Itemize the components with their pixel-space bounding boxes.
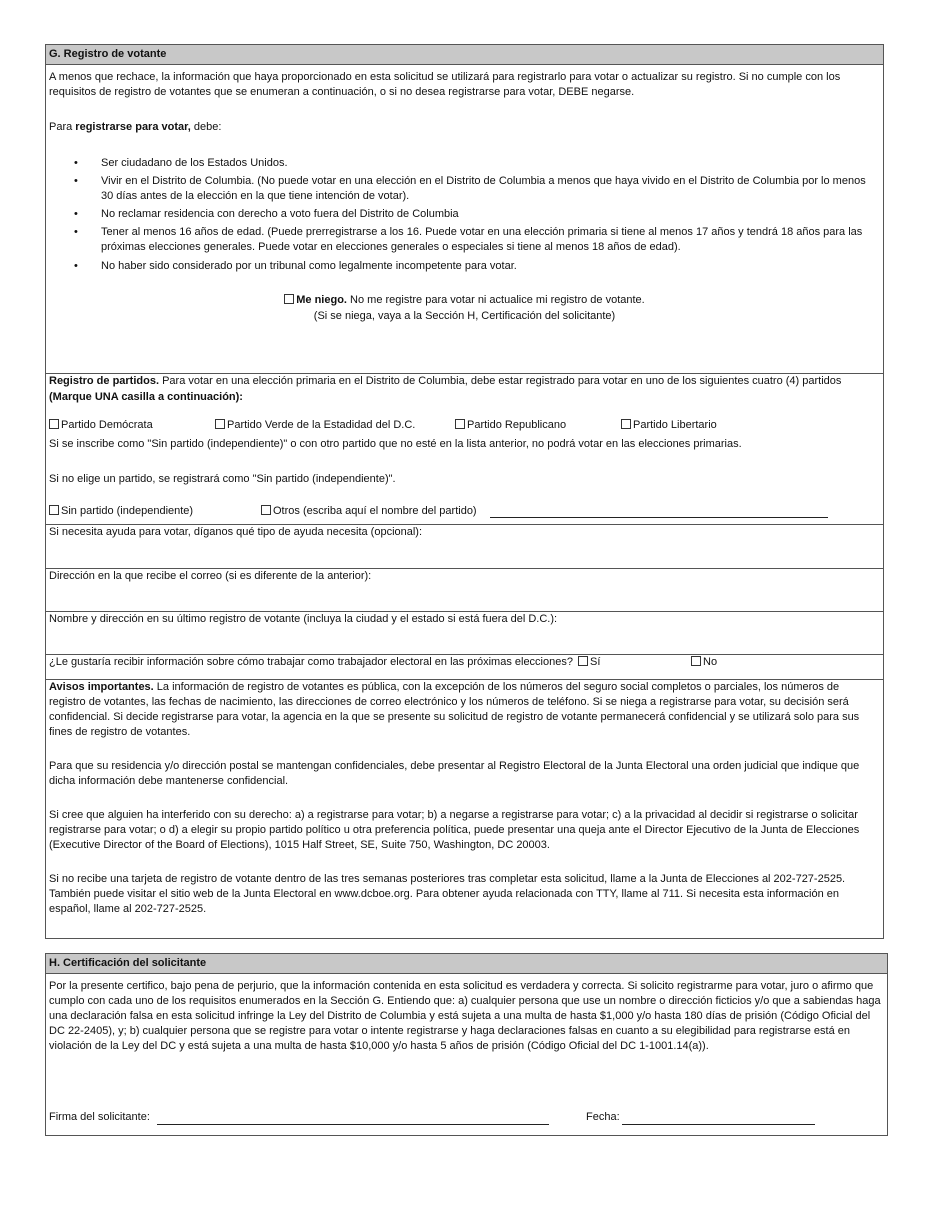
party-checkbox[interactable] xyxy=(261,505,271,515)
last-registration-label: Nombre y dirección en su último registro de votante (incluya la ciudad y el estado si está fuera del D.C.): xyxy=(49,613,558,625)
section-h xyxy=(45,953,888,1136)
party-option-libertarian[interactable]: Partido Libertario xyxy=(621,418,717,433)
party-option-republican[interactable]: Partido Republicano xyxy=(455,418,566,433)
party-option-independent[interactable]: Sin partido (independiente) xyxy=(49,504,193,519)
party-option-democrat[interactable]: Partido Demócrata xyxy=(49,418,153,433)
party-instruction: (Marque UNA casilla a continuación): xyxy=(49,391,243,403)
section-g xyxy=(45,44,884,939)
poll-worker-no-checkbox[interactable] xyxy=(691,656,701,666)
assistance-label: Si necesita ayuda para votar, díganos qué tipo de ayuda necesita (opcional): xyxy=(49,526,423,538)
default-party-note: Si no elige un partido, se registrará como "Sin partido (independiente)". xyxy=(49,473,396,485)
decline-checkbox[interactable] xyxy=(284,294,294,304)
party-checkbox[interactable] xyxy=(49,505,59,515)
bullet-icon: • xyxy=(74,208,78,220)
requirement-item: Tener al menos 16 años de edad. (Puede prerregistrarse a los 16. Puede votar en una elección primaria si tiene al menos 17 años y tendrá 18 años para las próximas elecciones generales. Puede votar en elecciones generales o especiales si tiene al menos 18 años de edad). xyxy=(101,226,863,253)
party-checkbox[interactable] xyxy=(215,419,225,429)
confidentiality-notice: Para que su residencia y/o dirección postal se mantengan confidenciales, debe presentar al Registro Electoral de la Junta Electoral una orden judicial que indique que dicha información debe mantenerse confidencial. xyxy=(49,760,860,787)
bullet-icon: • xyxy=(74,226,78,238)
voter-intro: A menos que rechace, la información que haya proporcionado en esta solicitud se utilizará para registrarlo para votar o actualizar su registro. Si no cumple con los requisitos de registro de votantes que se enumeran a continuación, o si no desea registrarse para votar, DEBE negarse. xyxy=(49,71,841,98)
signature-label: Firma del solicitante: xyxy=(49,1111,150,1123)
party-checkbox[interactable] xyxy=(49,419,59,429)
party-registration-intro: Registro de partidos. Para votar en una elección primaria en el Distrito de Columbia, debe estar registrado para votar en uno de los siguientes cuatro (4) partidos xyxy=(49,375,842,387)
requirement-item: Vivir en el Distrito de Columbia. (No puede votar en una elección en el Distrito de Columbia a menos que haya vivido en el Distrito de Columbia por lo menos 30 días antes de la elección en la que tiene intención de votar). xyxy=(101,175,866,202)
section-g-title: G. Registro de votante xyxy=(46,45,883,65)
decline-option: Me niego. No me registre para votar ni actualice mi registro de votante. xyxy=(46,293,883,308)
poll-worker-no-option[interactable]: No xyxy=(691,655,717,670)
section-h-title: H. Certificación del solicitante xyxy=(46,954,887,974)
complaint-notice: Si cree que alguien ha interferido con su derecho: a) a registrarse para votar; b) a negarse a registrarse para votar; c) a la privacidad al decidir si registrarse o solicitar registrarse para votar; o d) a elegir su propio partido político u otra preferencia política, puede presentar una queja ante el Director Ejecutivo de la Junta de Elecciones (Executive Director of the Board of Elections), 1015 Half Street, SE, Suite 750, Washington, DC 20003. xyxy=(49,809,860,851)
requirement-item: No haber sido considerado por un tribunal como legalmente incompetente para votar. xyxy=(101,260,517,272)
other-party-input[interactable] xyxy=(490,517,828,518)
signature-field[interactable] xyxy=(157,1124,549,1125)
party-option-other[interactable]: Otros (escriba aquí el nombre del partido) xyxy=(261,504,477,519)
party-option-statehood-green[interactable]: Partido Verde de la Estadidad del D.C. xyxy=(215,418,415,433)
poll-worker-question: ¿Le gustaría recibir información sobre cómo trabajar como trabajador electoral en las próximas elecciones? Sí xyxy=(49,656,601,668)
requirements-lead: Para registrarse para votar, debe: xyxy=(49,121,222,133)
party-checkbox[interactable] xyxy=(621,419,631,429)
party-checkbox[interactable] xyxy=(455,419,465,429)
certification-text: Por la presente certifico, bajo pena de perjurio, que la información contenida en esta solicitud es verdadera y correcta. Si solicito registrarme para votar, juro o afirmo que cumplo con cada uno de los requisitos enumerados en la Sección G. Entiendo que: a) cualquier persona que use un nombre o dirección ficticios y/o que a sabiendas haga una declaración falsa en esta solicitud infringe la Ley del Distrito de Columbia y está sujeta a una multa de hasta $1,000 y/o hasta 180 días de prisión (Código Oficial del DC 22-2405), y; b) cualquier persona que se registre para votar o intente registrarse y haga declaraciones falsas en cuanto a su elegibilidad para registrarse está en violación de la Ley del DC y está sujeta a una multa de hasta $10,000 y/o hasta 5 años de prisión (Código Oficial del DC 1-1001.14(a)). xyxy=(49,980,881,1052)
bullet-icon: • xyxy=(74,157,78,169)
bullet-icon: • xyxy=(74,175,78,187)
date-label: Fecha: xyxy=(586,1111,620,1123)
decline-note: (Si se niega, vaya a la Sección H, Certificación del solicitante) xyxy=(313,310,616,322)
poll-worker-yes-checkbox[interactable] xyxy=(578,656,588,666)
date-field[interactable] xyxy=(622,1124,815,1125)
requirement-item: No reclamar residencia con derecho a voto fuera del Distrito de Columbia xyxy=(101,208,459,220)
no-party-note: Si se inscribe como "Sin partido (independiente)" o con otro partido que no esté en la lista anterior, no podrá votar en las elecciones primarias. xyxy=(49,438,742,450)
important-notices: Avisos importantes. La información de registro de votantes es pública, con la excepción de los números del seguro social completos o parciales, los números de registro de votantes, las fechas de nacimiento, las direcciones de correo electrónico y los números de teléfono. Si se niega a registrarse para votar, su decisión será confidencial. Si decide registrarse para votar, la agencia en la que se presente su solicitud de registro de votante permanecerá confidencial y se utilizará solo para sus fines de registro de votantes. xyxy=(49,681,860,738)
requirement-item: Ser ciudadano de los Estados Unidos. xyxy=(101,157,288,169)
contact-notice: Si no recibe una tarjeta de registro de votante dentro de las tres semanas posteriores tras completar esta solicitud, llame a la Junta de Elecciones al 202-727-2525. También puede visitar el sitio web de la Junta Electoral en www.dcboe.org. Para obtener ayuda relacionada con TTY, llame al 711. Si necesita esta información en español, llame al 202-727-2525. xyxy=(49,873,846,915)
bullet-icon: • xyxy=(74,260,78,272)
mailing-address-label: Dirección en la que recibe el correo (si es diferente de la anterior): xyxy=(49,570,372,582)
